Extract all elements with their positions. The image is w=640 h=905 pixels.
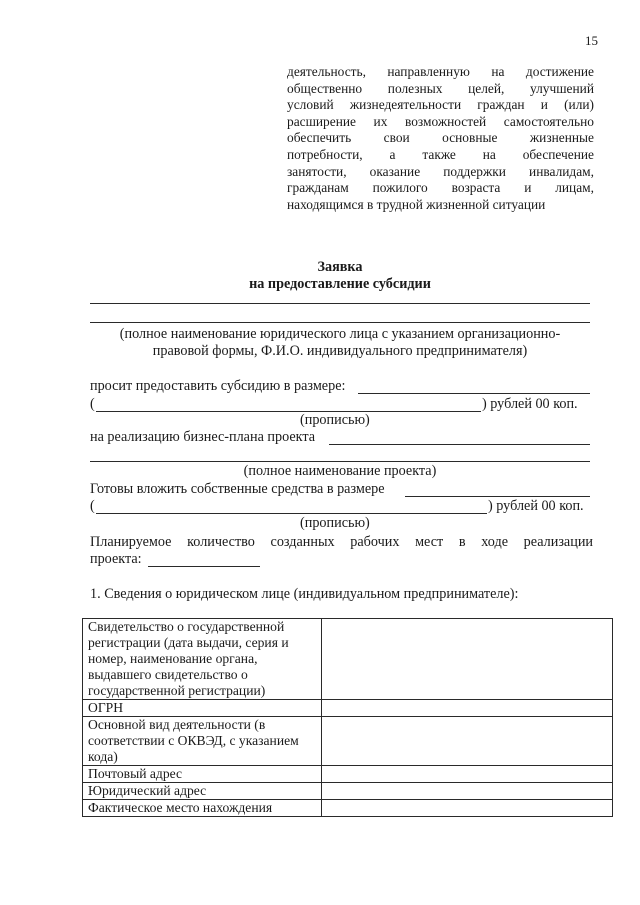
- addressee-line: условий жизнедеятельности граждан и (или): [287, 97, 594, 113]
- document-subtitle: на предоставление субсидии: [249, 276, 431, 292]
- table-row: [83, 766, 613, 783]
- subsidy-in-words-caption: (прописью): [300, 412, 370, 428]
- project-label: на реализацию бизнес-плана проекта: [90, 429, 316, 445]
- jobs-count-field[interactable]: [148, 566, 260, 567]
- addressee-block: [287, 64, 594, 213]
- addressee-line: гражданам пожилого возраста и лицам,: [287, 180, 594, 196]
- row-value[interactable]: [322, 783, 613, 800]
- project-caption: (полное наименование проекта): [243, 463, 437, 479]
- subsidy-amount-field[interactable]: [358, 393, 590, 394]
- document-title: Заявка: [317, 259, 363, 275]
- table-row: [83, 783, 613, 800]
- project-name-field[interactable]: [90, 461, 590, 462]
- own-funds-amount-suffix: ) рублей 00 коп.: [488, 498, 584, 514]
- row-label: Почтовый адрес: [83, 766, 322, 783]
- own-funds-amount-field[interactable]: [405, 496, 590, 497]
- row-value[interactable]: [322, 717, 613, 766]
- addressee-line: занятости, оказание поддержки инвалидам,: [287, 163, 594, 179]
- table-row: [83, 619, 613, 700]
- subsidy-amount-words-field[interactable]: [96, 411, 481, 412]
- table-row: [83, 717, 613, 766]
- section-heading: 1. Сведения о юридическом лице (индивидуальном предпринимателе):: [90, 586, 519, 602]
- subsidy-open-paren: (: [90, 396, 95, 412]
- addressee-line: общественно полезных целей, улучшений: [287, 80, 594, 96]
- row-label: Свидетельство о государственной регистрации (дата выдачи, серия и номер, наименование органа, выдавшего свидетельство о государственной регистрации): [83, 619, 322, 700]
- row-label: Фактическое место нахождения: [83, 800, 322, 817]
- jobs-label: Планируемое количество созданных рабочих мест в ходе реализации: [90, 534, 593, 550]
- project-name-field[interactable]: [329, 444, 590, 445]
- jobs-label-cont: проекта:: [90, 551, 142, 567]
- addressee-line: расширение их возможностей самостоятельно: [287, 113, 594, 129]
- row-value[interactable]: [322, 619, 613, 700]
- row-label: Юридический адрес: [83, 783, 322, 800]
- own-funds-open-paren: (: [90, 498, 95, 514]
- table-row: [83, 700, 613, 717]
- legal-entity-info-table: [82, 618, 613, 817]
- applicant-caption: правовой формы, Ф.И.О. индивидуального предпринимателя): [152, 343, 528, 359]
- applicant-name-line[interactable]: [90, 322, 590, 323]
- page-number: 15: [585, 33, 598, 48]
- own-funds-words-field[interactable]: [96, 513, 487, 514]
- row-value[interactable]: [322, 766, 613, 783]
- table-row: [83, 800, 613, 817]
- applicant-caption: (полное наименование юридического лица с указанием организационно-: [119, 326, 561, 342]
- subsidy-amount-suffix: ) рублей 00 коп.: [482, 396, 578, 412]
- row-value[interactable]: [322, 700, 613, 717]
- addressee-line: обеспечить свои основные жизненные: [287, 130, 594, 146]
- row-value[interactable]: [322, 800, 613, 817]
- row-label: Основной вид деятельности (в соответствии с ОКВЭД, с указанием кода): [83, 717, 322, 766]
- own-funds-in-words-caption: (прописью): [300, 515, 370, 531]
- applicant-name-line[interactable]: [90, 303, 590, 304]
- addressee-line: деятельность, направленную на достижение: [287, 64, 594, 79]
- addressee-line: потребности, а также на обеспечение: [287, 146, 594, 162]
- addressee-line: находящимся в трудной жизненной ситуации: [287, 196, 546, 212]
- row-label: ОГРН: [83, 700, 322, 717]
- subsidy-request-label: просит предоставить субсидию в размере:: [90, 378, 346, 394]
- own-funds-label: Готовы вложить собственные средства в размере: [90, 481, 385, 497]
